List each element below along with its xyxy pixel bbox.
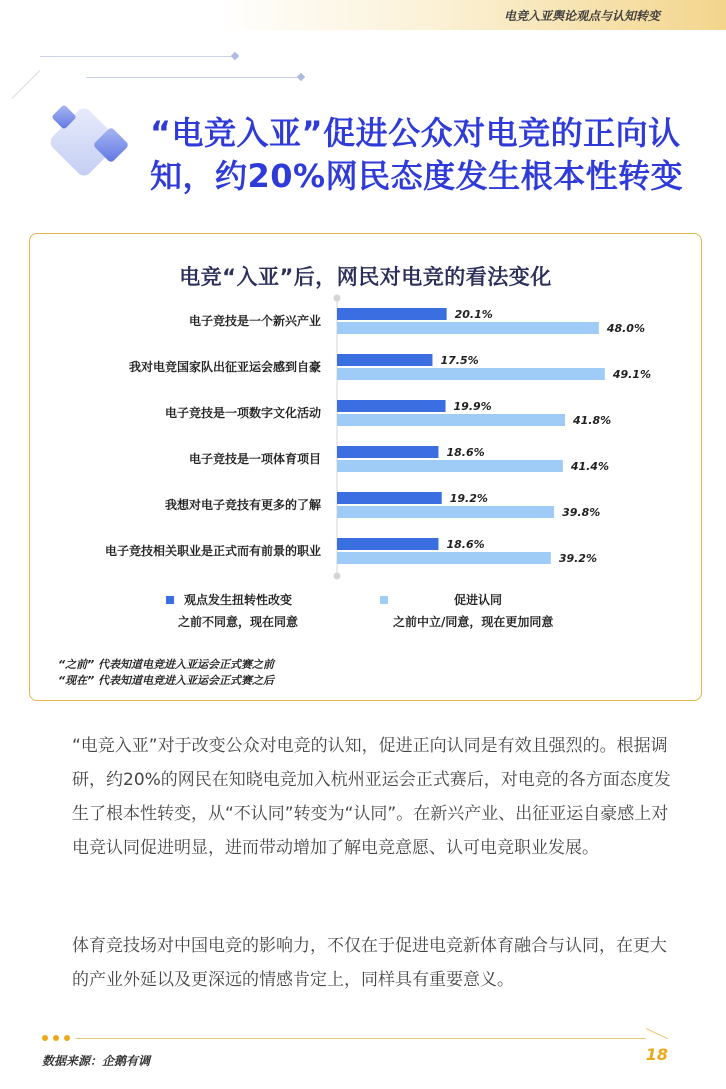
page-title: “电竞入亚”促进公众对电竞的正向认知，约20%网民态度发生根本性转变 [150, 114, 684, 195]
diamond-icon [40, 98, 140, 188]
decor-diagonal [12, 70, 41, 99]
data-label: 39.8% [562, 506, 601, 519]
body-paragraph-2: 体育竞技场对中国电竞的影响力，不仅在于促进电竞新体育融合与认同，在更大的产业外延以及更深远的情感肯定上，同样具有重要意义。 [72, 936, 667, 990]
footer-line [76, 1038, 646, 1039]
page-number: 18 [645, 1045, 668, 1064]
decor-line-bottom [86, 77, 302, 78]
decor-dot-bottom [297, 73, 305, 81]
bar-endorse [337, 322, 599, 334]
data-label: 19.2% [449, 492, 488, 505]
legend-sublabel-series-1: 之前不同意，现在同意 [178, 615, 299, 629]
data-label: 48.0% [606, 322, 645, 335]
chart-card [29, 233, 702, 701]
data-label: 20.1% [454, 308, 493, 321]
y-axis-cap-top [334, 295, 341, 302]
legend-label-series-2: 促进认同 [454, 593, 503, 607]
legend-swatch-series-2 [380, 596, 388, 604]
chart-title: 电竞“入亚”后，网民对电竞的看法变化 [179, 265, 552, 289]
bar-reversal [337, 400, 446, 412]
bar-endorse [337, 506, 554, 518]
data-label: 19.9% [453, 400, 492, 413]
footer-diagonal [646, 1028, 668, 1039]
body-paragraph-1: “电竞入亚”对于改变公众对电竞的认知，促进正向认同是有效且强烈的。根据调研，约20%的网民在知晓电竞加入杭州亚运会正式赛后，对电竞的各方面态度发生了根本性转变，从“不认同”转变为“认同”。在新兴产业、出征亚运自豪感上对电竞认同促进明显，进而带动增加了解电竞意愿、认可电竞职业发展。 [72, 736, 671, 858]
bar-chart [30, 234, 703, 702]
decor-dot-top [231, 52, 239, 60]
data-source: 数据来源：企鹅有调 [42, 1054, 151, 1068]
bar-reversal [337, 354, 432, 366]
chart-note-before: “之前” 代表知道电竞进入亚运会正式赛之前 [58, 658, 274, 671]
category-label: 电子竞技相关职业是正式而有前景的职业 [104, 544, 321, 558]
footer-dot-2 [53, 1035, 59, 1041]
category-label: 电子竞技是一项体育项目 [188, 452, 321, 466]
category-label: 我想对电子竞技有更多的了解 [164, 498, 321, 512]
header-title: 电竞入亚舆论观点与认知转变 [503, 9, 660, 23]
y-axis-cap-bottom [334, 573, 341, 580]
bar-reversal [337, 446, 438, 458]
legend-swatch-series-1 [166, 596, 174, 604]
bar-reversal [337, 492, 442, 504]
data-label: 18.6% [446, 446, 485, 459]
data-label: 39.2% [558, 552, 597, 565]
bar-reversal [337, 308, 447, 320]
bar-endorse [337, 414, 565, 426]
decor-line-top [40, 56, 236, 57]
footer-dot-3 [64, 1035, 70, 1041]
header-band [0, 0, 726, 30]
bar-endorse [337, 368, 605, 380]
bar-endorse [337, 552, 551, 564]
legend-label-series-1: 观点发生扭转性改变 [184, 593, 293, 607]
chart-note-after: “现在” 代表知道电竞进入亚运会正式赛之后 [58, 674, 274, 687]
data-label: 41.8% [573, 414, 612, 427]
footer-dot-1 [42, 1035, 48, 1041]
category-label: 电子竞技是一项数字文化活动 [164, 406, 321, 420]
data-label: 49.1% [612, 368, 651, 381]
data-label: 17.5% [440, 354, 479, 367]
bar-endorse [337, 460, 563, 472]
data-label: 18.6% [446, 538, 485, 551]
bar-reversal [337, 538, 438, 550]
category-label: 电子竞技是一个新兴产业 [188, 314, 321, 328]
category-label: 我对电竞国家队出征亚运会感到自豪 [128, 360, 321, 374]
data-label: 41.4% [570, 460, 609, 473]
legend-sublabel-series-2: 之前中立/同意，现在更加同意 [393, 615, 554, 629]
